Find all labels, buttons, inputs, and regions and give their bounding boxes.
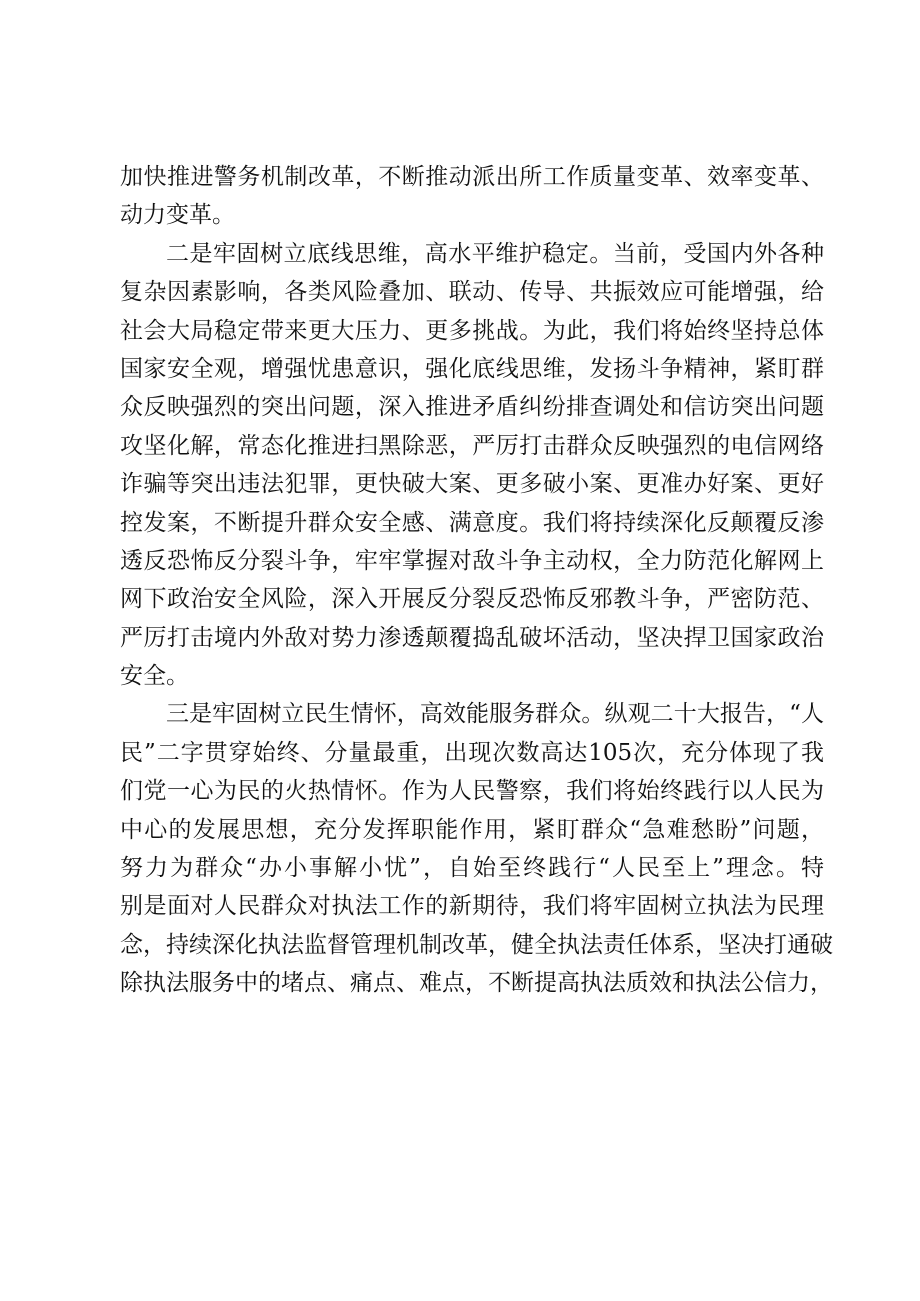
paragraph-1 [120,158,824,235]
text-line: 社会大局稳定带来更大压力、更多挑战。为此，我们将始终坚持总体 [120,317,824,344]
text-line: 严厉打击境内外敌对势力渗透颠覆捣乱破坏活动，坚决捍卫国家政治 [120,624,824,651]
paragraph-3 [120,695,833,1002]
text-line: 三是牢固树立民生情怀，高效能服务群众。纵观二十大报告，“人 [166,701,824,728]
text-line: 除执法服务中的堵点、痛点、难点，不断提高执法质效和执法公信力， [120,970,833,997]
text-line: 控发案，不断提升群众安全感、满意度。我们将持续深化反颠覆反渗 [120,509,824,536]
text-line: 复杂因素影响，各类风险叠加、联动、传导、共振效应可能增强，给 [120,279,824,306]
text-line: 网下政治安全风险，深入开展反分裂反恐怖反邪教斗争，严密防范、 [120,586,824,613]
body-text [120,158,833,1003]
text-line: 民”二字贯穿始终、分量最重，出现次数高达105次，充分体现了我 [120,739,824,766]
text-line: 透反恐怖反分裂斗争，牢牢掌握对敌斗争主动权，全力防范化解网上 [120,547,824,574]
text-line: 众反映强烈的突出问题，深入推进矛盾纠纷排查调处和信访突出问题 [120,394,824,421]
text-line: 国家安全观，增强忧患意识，强化底线思维，发扬斗争精神，紧盯群 [120,355,824,382]
text-line: 念，持续深化执法监督管理机制改革，健全执法责任体系，坚决打通破 [120,931,833,958]
paragraph-2 [120,235,824,696]
text-line: 加快推进警务机制改革，不断推动派出所工作质量变革、效率变革、 [120,164,824,190]
text-line: 们党一心为民的火热情怀。作为人民警察，我们将始终践行以人民为 [120,778,824,805]
text-line: 安全。 [120,663,189,690]
text-line: 诈骗等突出违法犯罪，更快破大案、更多破小案、更准办好案、更好 [120,471,824,498]
text-line: 二是牢固树立底线思维，高水平维护稳定。当前，受国内外各种 [166,240,824,267]
text-line: 努力为群众“办小事解小忧”，自始至终践行“人民至上”理念。特 [120,855,824,882]
text-line: 动力变革。 [120,202,235,229]
text-line: 攻坚化解，常态化推进扫黑除恶，严厉打击群众反映强烈的电信网络 [120,432,824,459]
text-line: 别是面对人民群众对执法工作的新期待，我们将牢固树立执法为民理 [120,893,824,920]
text-line: 中心的发展思想，充分发挥职能作用，紧盯群众“急难愁盼”问题， [120,816,824,843]
